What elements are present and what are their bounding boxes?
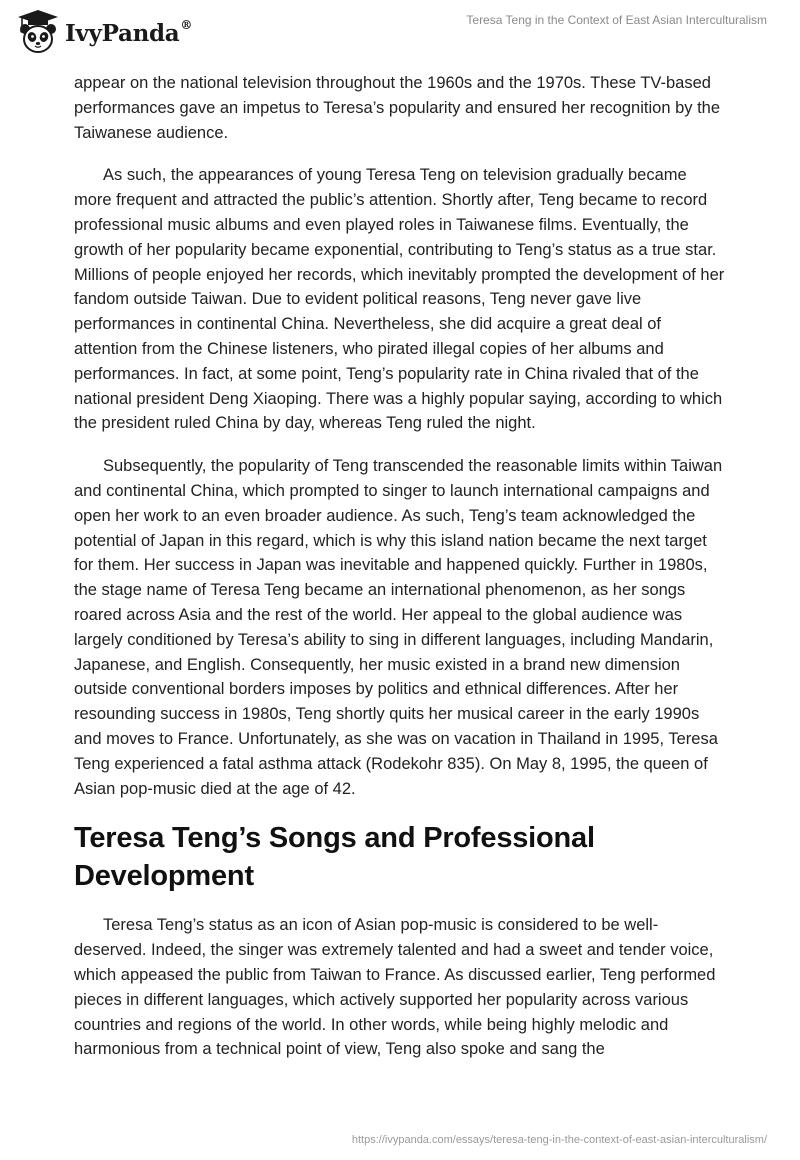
- essay-content: [74, 71, 726, 1080]
- source-url[interactable]: https://ivypanda.com/essays/teresa-teng-in-the-context-of-east-asian-interculturalism/: [351, 1134, 767, 1146]
- panda-logo-icon: [16, 8, 60, 54]
- paragraph-continuation: appear on the national television throughout the 1960s and the 1970s. These TV-based performances gave an impetus to Teresa’s popularity and ensured her recognition by the Taiwanese audience.: [74, 74, 721, 142]
- ivypanda-logo[interactable]: [16, 8, 192, 54]
- paragraph: As such, the appearances of young Teresa Teng on television gradually became more frequent and attracted the public’s attention. Shortly after, Teng became to record professional music albums and even played roles in Taiwanese films. Eventually, the growth of her popularity became exponential, contributing to Teng’s status as a true star. Millions of people enjoyed her records, which inevitably prompted the development of her fandom outside Taiwan. Due to evident political reasons, Teng never gave live performances in continental China. Nevertheless, she did acquire a great deal of attention from the Chinese listeners, who pirated illegal copies of her albums and performances. In fact, at some point, Teng’s popularity rate in China rivaled that of the national president Deng Xiaoping. There was a highly popular saying, according to which the president ruled China by day, whereas Teng ruled the night.: [74, 166, 725, 433]
- section-heading: Teresa Teng’s Songs and Professional Development: [74, 822, 595, 893]
- paragraph: Subsequently, the popularity of Teng transcended the reasonable limits within Taiwan and continental China, which prompted to singer to launch international campaigns and open her work to an even broader audience. As such, Teng’s team acknowledged the potential of Japan in this regard, which is why this island nation became the next target for them. Her success in Japan was inevitable and happened quickly. Further in 1980s, the stage name of Teresa Teng became an international phenomenon, as her songs roared across Asia and the rest of the world. Her appeal to the global audience was largely conditioned by Teresa’s ability to sing in different languages, including Mandarin, Japanese, and English. Consequently, her music existed in a brand new dimension outside conventional borders imposes by politics and ethnical differences. After her resounding success in 1980s, Teng shortly quits her musical career in the early 1990s and moves to France. Unfortunately, as she was on vacation in Thailand in 1995, Teresa Teng experienced a fatal asthma attack (Rodekohr 835). On May 8, 1995, the queen of Asian pop-music died at the age of 42.: [74, 457, 723, 798]
- brand-name: IvyPanda®: [65, 17, 193, 47]
- page-header: [0, 0, 800, 66]
- registered-mark: ®: [180, 17, 193, 32]
- paragraph: Teresa Teng’s status as an icon of Asian pop-music is considered to be well-deserved. Indeed, the singer was extremely talented and had a sweet and tender voice, which appeased the public from Taiwan to France. As discussed earlier, Teng performed pieces in different languages, which actively supported her popularity across various countries and regions of the world. In other words, while being highly melodic and harmonious from a technical point of view, Teng also spoke and sang the: [74, 916, 716, 1059]
- document-title: Teresa Teng in the Context of East Asian Interculturalism: [466, 13, 767, 27]
